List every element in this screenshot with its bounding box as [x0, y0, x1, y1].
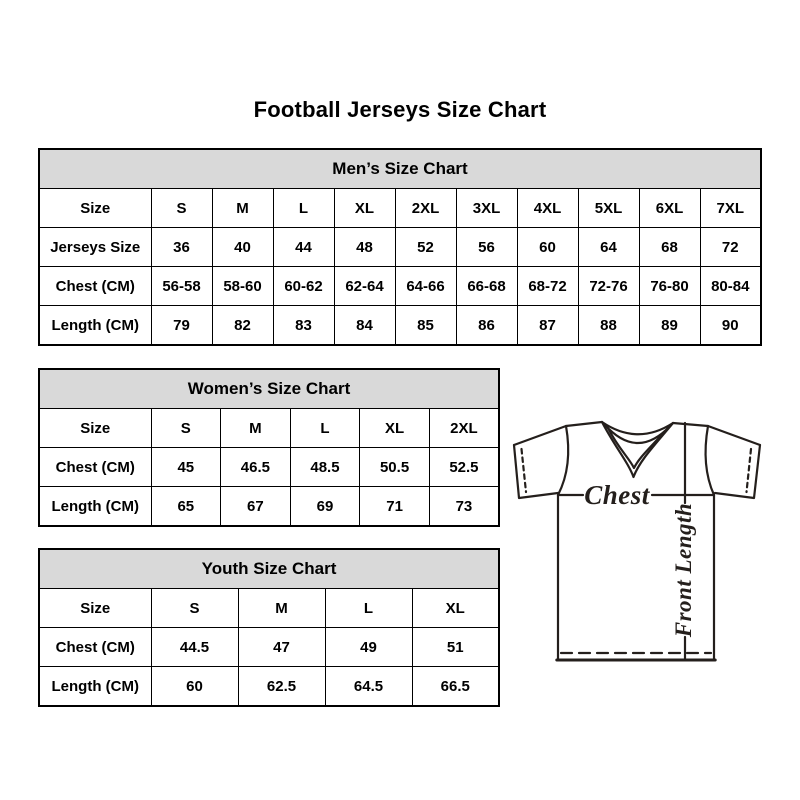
table-cell: 89: [639, 306, 700, 346]
table-header-row: [39, 149, 761, 189]
table-cell: 72-76: [578, 267, 639, 306]
womens-size-table: [38, 368, 500, 527]
table-cell: S: [151, 189, 212, 228]
table-cell: 67: [221, 487, 291, 527]
table-row: [39, 589, 499, 628]
mens-table-title: Men’s Size Chart: [39, 149, 761, 189]
table-cell: 2XL: [429, 409, 499, 448]
table-cell: 88: [578, 306, 639, 346]
table-cell: 68: [639, 228, 700, 267]
table-cell: M: [212, 189, 273, 228]
table-row: [39, 448, 499, 487]
table-cell: 47: [238, 628, 325, 667]
youth-size-table: [38, 548, 500, 707]
table-cell: 69: [290, 487, 360, 527]
table-cell: 2XL: [395, 189, 456, 228]
table-cell: 87: [517, 306, 578, 346]
table-cell: 44.5: [151, 628, 238, 667]
table-row: [39, 667, 499, 707]
row-label: Size: [39, 409, 151, 448]
row-label: Chest (CM): [39, 448, 151, 487]
table-cell: 66-68: [456, 267, 517, 306]
page-title: Football Jerseys Size Chart: [253, 97, 547, 122]
table-cell: 36: [151, 228, 212, 267]
table-cell: 79: [151, 306, 212, 346]
womens-table-title: Women’s Size Chart: [39, 369, 499, 409]
table-cell: M: [221, 409, 291, 448]
jersey-left-sleeve: [514, 445, 558, 498]
table-cell: M: [238, 589, 325, 628]
table-cell: 40: [212, 228, 273, 267]
mens-size-table: [38, 148, 762, 346]
row-label: Chest (CM): [39, 628, 151, 667]
table-cell: L: [325, 589, 412, 628]
table-cell: 64: [578, 228, 639, 267]
table-cell: 60: [151, 667, 238, 707]
chest-label: Chest: [584, 480, 650, 510]
table-row: [39, 267, 761, 306]
table-cell: 7XL: [700, 189, 761, 228]
table-row: [39, 628, 499, 667]
table-row: [39, 306, 761, 346]
table-cell: 51: [412, 628, 499, 667]
table-cell: 62-64: [334, 267, 395, 306]
table-cell: 85: [395, 306, 456, 346]
table-cell: 64.5: [325, 667, 412, 707]
table-cell: 86: [456, 306, 517, 346]
table-cell: 71: [360, 487, 430, 527]
table-cell: 82: [212, 306, 273, 346]
table-header-row: [39, 549, 499, 589]
row-label: Length (CM): [39, 487, 151, 527]
jersey-diagram: [500, 400, 770, 680]
table-row: [39, 409, 499, 448]
row-label: Length (CM): [39, 667, 151, 707]
table-cell: 48: [334, 228, 395, 267]
table-cell: 66.5: [412, 667, 499, 707]
table-header-row: [39, 369, 499, 409]
table-cell: 56: [456, 228, 517, 267]
table-row: [39, 189, 761, 228]
table-cell: 52: [395, 228, 456, 267]
table-cell: 48.5: [290, 448, 360, 487]
row-label: Length (CM): [39, 306, 151, 346]
jersey-left-cuff-dashed-line: [522, 449, 527, 492]
front-length-label: Front Length: [671, 502, 696, 638]
table-row: [39, 487, 499, 527]
table-cell: XL: [334, 189, 395, 228]
table-cell: 80-84: [700, 267, 761, 306]
table-cell: 64-66: [395, 267, 456, 306]
table-cell: 60-62: [273, 267, 334, 306]
table-cell: L: [273, 189, 334, 228]
table-cell: 50.5: [360, 448, 430, 487]
table-cell: 52.5: [429, 448, 499, 487]
table-cell: L: [290, 409, 360, 448]
jersey-right-sleeve: [715, 445, 760, 498]
table-cell: 44: [273, 228, 334, 267]
table-cell: 58-60: [212, 267, 273, 306]
jersey-collar-outer-v: [602, 422, 673, 477]
table-cell: XL: [360, 409, 430, 448]
table-cell: 5XL: [578, 189, 639, 228]
jersey-left-armhole-seam: [558, 426, 568, 495]
jersey-right-cuff-dashed-line: [747, 449, 752, 492]
row-label: Size: [39, 589, 151, 628]
table-cell: 46.5: [221, 448, 291, 487]
row-label: Jerseys Size: [39, 228, 151, 267]
table-cell: XL: [412, 589, 499, 628]
jersey-left-shoulder: [514, 422, 602, 445]
table-cell: 62.5: [238, 667, 325, 707]
table-cell: 45: [151, 448, 221, 487]
jersey-right-armhole-seam: [706, 426, 714, 495]
table-cell: 68-72: [517, 267, 578, 306]
table-cell: 65: [151, 487, 221, 527]
table-cell: 90: [700, 306, 761, 346]
table-cell: 76-80: [639, 267, 700, 306]
table-cell: 60: [517, 228, 578, 267]
table-cell: 49: [325, 628, 412, 667]
table-cell: S: [151, 409, 221, 448]
row-label: Chest (CM): [39, 267, 151, 306]
youth-table-title: Youth Size Chart: [39, 549, 499, 589]
row-label: Size: [39, 189, 151, 228]
table-cell: S: [151, 589, 238, 628]
table-cell: 56-58: [151, 267, 212, 306]
table-row: [39, 228, 761, 267]
table-cell: 72: [700, 228, 761, 267]
table-cell: 6XL: [639, 189, 700, 228]
table-cell: 4XL: [517, 189, 578, 228]
table-cell: 84: [334, 306, 395, 346]
table-cell: 3XL: [456, 189, 517, 228]
table-cell: 83: [273, 306, 334, 346]
table-cell: 73: [429, 487, 499, 527]
